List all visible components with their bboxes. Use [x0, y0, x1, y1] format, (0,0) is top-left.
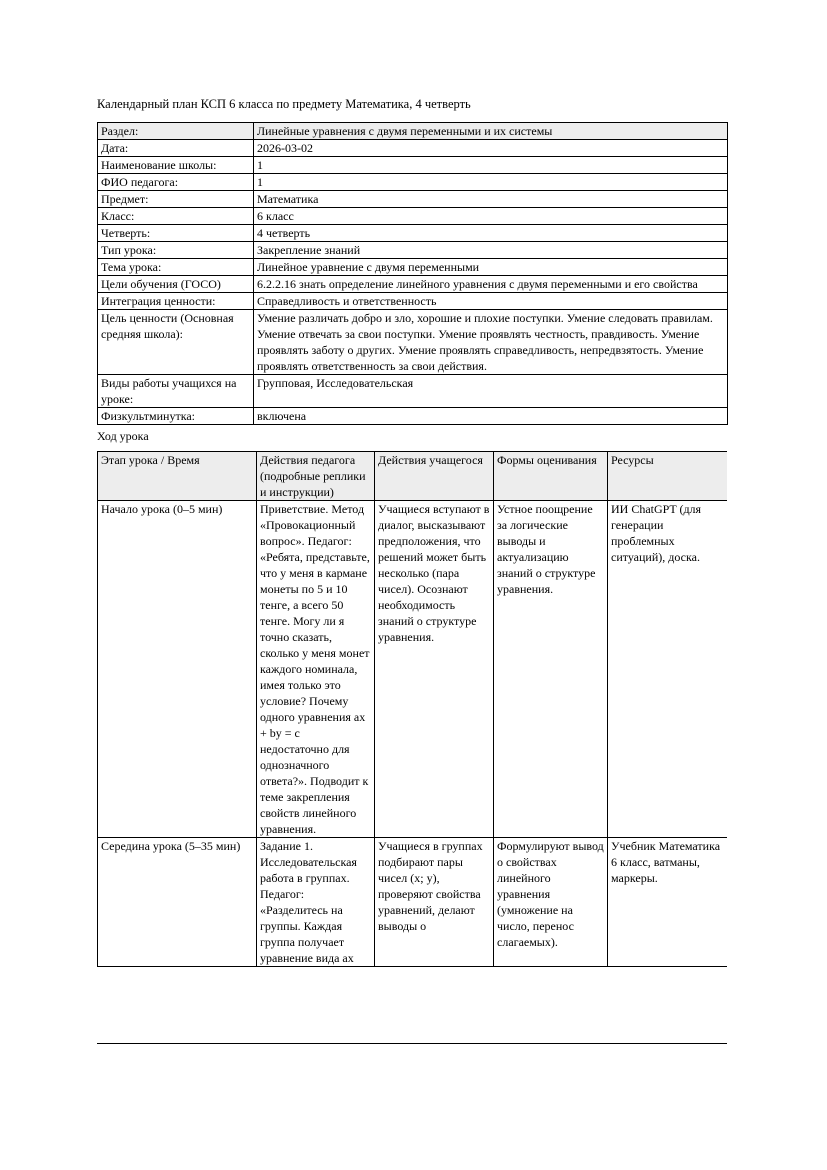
info-value: Закрепление знаний: [254, 242, 728, 259]
info-row: [98, 276, 728, 293]
info-row: [98, 310, 728, 375]
info-label: Четверть:: [98, 225, 254, 242]
info-value: 1: [254, 174, 728, 191]
info-row: [98, 375, 728, 408]
info-label: Цели обучения (ГОСО): [98, 276, 254, 293]
stage-cell: Середина урока (5–35 мин): [98, 838, 257, 967]
student-actions-cell: Учащиеся в группах подбирают пары чисел (x; y), проверяют свойства уравнений, делают выводы о: [375, 838, 494, 967]
lesson-flow-heading: Ход урока: [97, 429, 149, 443]
info-value: 6.2.2.16 знать определение линейного уравнения с двумя переменными и его свойства: [254, 276, 728, 293]
info-value: Справедливость и ответственность: [254, 293, 728, 310]
info-label: ФИО педагога:: [98, 174, 254, 191]
assessment-cell: Формулируют вывод о свойствах линейного уравнения (умножение на число, перенос слагаемых).: [494, 838, 608, 967]
info-row: [98, 408, 728, 425]
info-label: Интеграция ценности:: [98, 293, 254, 310]
info-label: Тип урока:: [98, 242, 254, 259]
header-cell-student-actions: Действия учащегося: [375, 452, 494, 501]
info-label: Тема урока:: [98, 259, 254, 276]
info-label: Виды работы учащихся на уроке:: [98, 375, 254, 408]
stage-cell: Начало урока (0–5 мин): [98, 501, 257, 838]
info-label: Наименование школы:: [98, 157, 254, 174]
info-label: Класс:: [98, 208, 254, 225]
teacher-actions-cell: Приветствие. Метод «Провокационный вопрос». Педагог: «Ребята, представьте, что у меня в кармане монеты по 5 и 10 тенге, а всего 50 тенге. Могу ли я точно сказать, сколько у меня монет каждого номинала, имея только это условие? Почему одного уравнения ax + by = c недостаточно для однозначного ответа?». Подводит к теме закрепления свойств линейного уравнения.: [257, 501, 375, 838]
info-value: включена: [254, 408, 728, 425]
lesson-row: [98, 838, 728, 967]
info-row: [98, 208, 728, 225]
info-row: [98, 225, 728, 242]
info-row: [98, 123, 728, 140]
header-cell-assessment-forms: Формы оценивания: [494, 452, 608, 501]
info-label: Цель ценности (Основная средняя школа):: [98, 310, 254, 375]
info-value: 6 класс: [254, 208, 728, 225]
info-row: [98, 157, 728, 174]
document-title: Календарный план КСП 6 класса по предмету Математика, 4 четверть: [97, 97, 471, 111]
document-content: [97, 96, 727, 1044]
info-value: 4 четверть: [254, 225, 728, 242]
info-label: Раздел:: [98, 123, 254, 140]
header-cell-teacher-actions: Действия педагога (подробные реплики и инструкции): [257, 452, 375, 501]
info-value: Линейное уравнение с двумя переменными: [254, 259, 728, 276]
info-label: Физкультминутка:: [98, 408, 254, 425]
info-row: [98, 293, 728, 310]
info-value: Умение различать добро и зло, хорошие и плохие поступки. Умение следовать правилам. Умение отвечать за свои поступки. Умение проявлять честность, правдивость. Умение проявлять заботу о других. Умение проявлять справедливость, непредвзятость. Умение проявлять ответственность за свои действия.: [254, 310, 728, 375]
info-value: 2026-03-02: [254, 140, 728, 157]
info-label: Дата:: [98, 140, 254, 157]
resources-cell: ИИ ChatGPT (для генерации проблемных ситуаций), доска.: [608, 501, 728, 838]
header-cell-resources: Ресурсы: [608, 452, 728, 501]
teacher-actions-cell: Задание 1. Исследовательская работа в группах. Педагог: «Разделитесь на группы. Каждая группа получает уравнение вида ax: [257, 838, 375, 967]
info-value: 1: [254, 157, 728, 174]
info-row: [98, 242, 728, 259]
info-label: Предмет:: [98, 191, 254, 208]
lesson-table: [97, 451, 727, 967]
student-actions-cell: Учащиеся вступают в диалог, высказывают предположения, что решений может быть несколько (пара чисел). Осознают необходимость знаний о структуре уравнения.: [375, 501, 494, 838]
info-row: [98, 174, 728, 191]
assessment-cell: Устное поощрение за логические выводы и актуализацию знаний о структуре уравнения.: [494, 501, 608, 838]
info-row: [98, 259, 728, 276]
info-value: Групповая, Исследовательская: [254, 375, 728, 408]
info-row: [98, 140, 728, 157]
lesson-table-clip: [97, 451, 727, 1044]
info-value: Линейные уравнения с двумя переменными и их системы: [254, 123, 728, 140]
info-table: [97, 122, 728, 425]
lesson-row: [98, 501, 728, 838]
header-cell-stage: Этап урока / Время: [98, 452, 257, 501]
info-value: Математика: [254, 191, 728, 208]
lesson-table-header-row: [98, 452, 728, 501]
resources-cell: Учебник Математика 6 класс, ватманы, маркеры.: [608, 838, 728, 967]
info-row: [98, 191, 728, 208]
